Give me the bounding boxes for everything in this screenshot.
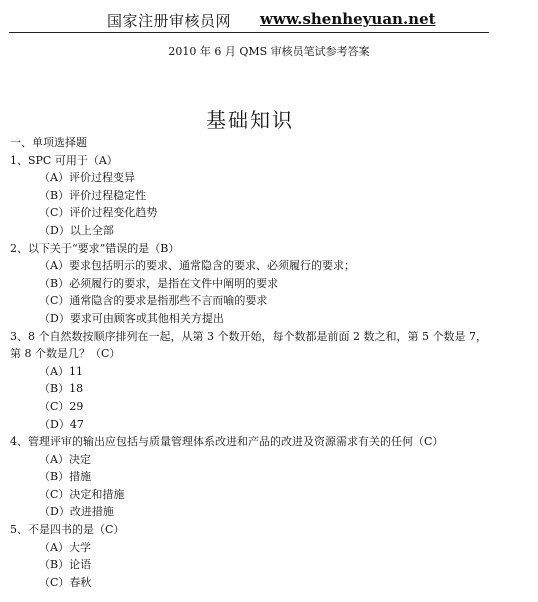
- question-text: 2、以下关于“要求”错误的是（B）: [10, 241, 180, 255]
- question-text: 4、管理评审的输出应包括与质量管理体系改进和产品的改进及资源需求有关的任何（C）: [10, 435, 444, 449]
- question-2: [10, 240, 495, 328]
- option-d: （D）改进措施: [39, 505, 114, 519]
- option-a: （A）要求包括明示的要求、通常隐含的要求、必须履行的要求；: [39, 259, 355, 273]
- option-d: （D）要求可由顾客或其他相关方提出: [39, 311, 224, 325]
- option-c: （C）通常隐含的要求是指那些不言而喻的要求: [39, 294, 268, 308]
- option-b: （B）论语: [39, 558, 92, 572]
- section-title: 一、单项选择题: [10, 136, 87, 149]
- question-4: [10, 433, 495, 521]
- option-a: （A）11: [39, 364, 83, 378]
- question-text: 1、SPC 可用于（A）: [10, 153, 118, 167]
- option-a: （A）大学: [39, 540, 91, 554]
- option-b: （B）必须履行的要求，是指在文件中阐明的要求: [39, 276, 279, 290]
- question-text: 5、不是四书的是（C）: [10, 523, 125, 537]
- option-a: （A）决定: [39, 452, 91, 466]
- option-d: （D）以上全部: [39, 223, 114, 237]
- question-5: [10, 521, 495, 591]
- option-b: （B）措施: [39, 470, 92, 484]
- site-url-link[interactable]: www.shenheyuan.net: [260, 10, 436, 28]
- page-header: [9, 4, 489, 33]
- question-3: [10, 328, 495, 434]
- question-1: [10, 152, 495, 240]
- option-a: （A）评价过程变异: [39, 171, 135, 185]
- option-c: （C）评价过程变化趋势: [39, 206, 158, 220]
- option-d: （D）47: [39, 417, 84, 431]
- page-title: 基础知识: [206, 108, 294, 132]
- site-name: 国家注册审核员网: [107, 12, 232, 30]
- option-c: （C）春秋: [39, 575, 92, 589]
- question-text: 3、8 个自然数按顺序排列在一起，从第 3 个数开始，每个数都是前面 2 数之和，第 5 个数是 7，第 8 个数是几？（C）: [10, 329, 487, 361]
- option-c: （C）29: [39, 399, 84, 413]
- option-b: （B）评价过程稳定性: [39, 188, 147, 202]
- document-subtitle: 2010 年 6 月 QMS 审核员笔试参考答案: [168, 45, 370, 58]
- option-c: （C）决定和措施: [39, 487, 125, 501]
- question-section: [10, 134, 495, 591]
- option-b: （B）18: [39, 382, 84, 396]
